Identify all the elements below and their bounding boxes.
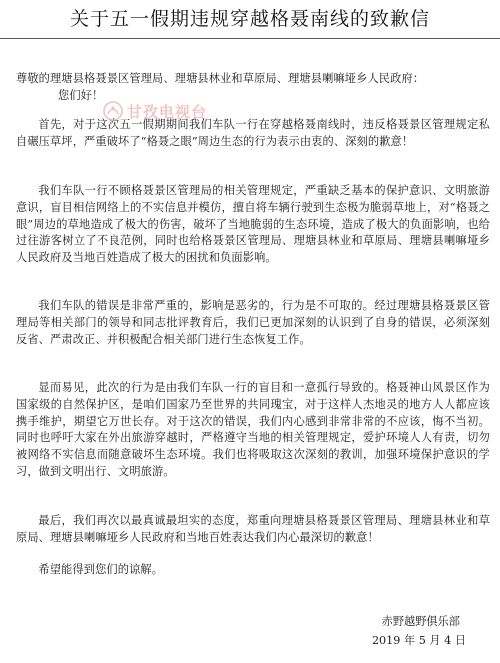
- greeting-line-2: [16, 88, 490, 105]
- paragraph-4: 显而易见，此次的行为是由我们车队一行的盲目和一意孤行导致的。格聂神山风景区作为国家级的自然保护区，是咱们国家乃至世界的共同瑰宝，对于这样人杰地灵的地方人人都应该携手维护，期望它万世长存。对于这次的错误，我们内心感到非常非常的不应该，悔不当初。同时也呼吁大家在外出旅游穿越时，严格遵守当地的相关管理规定，爱护环境人人有责，切勿被网络不实信息而随意破坏生态环境。我们也将吸取这次深刻的教训，加强环境保护意识的学习，做到文明出行、文明旅游。: [16, 381, 490, 478]
- paragraph-2: 我们车队一行不顾格聂景区管理局的相关管理规定，严重缺乏基本的保护意识、文明旅游意识，盲目相信网络上的不实信息并模仿，擅自将车辆行驶到生态极为脆弱草地上，对“格聂之眼”周边的草地造成了极大的伤害，破坏了当地脆弱的生态环境，造成了极大的负面影响，也给过往游客树立了不良范例，同时也给格聂景区管理局、理塘县林业和草原局、理塘县喇嘛垭乡人民政府及当地百姓造成了极大的困扰和负面影响。: [16, 184, 490, 265]
- page-title: 关于五一假期违规穿越格聂南线的致歉信: [69, 8, 430, 30]
- signature-date: 2019 年 5 月 4 日: [371, 634, 466, 647]
- paragraph-1: 首先，对于这次五一假期期间我们车队一行在穿越格聂南线时，违反格聂景区管理规定私自碾压草坪，严重破坏了“格聂之眼”周边生态的行为表示由衷的、深刻的歉意！: [16, 118, 490, 148]
- paragraph-6: 希望能得到您们的谅解。: [38, 563, 164, 576]
- greeting-hello: 您们好！: [58, 89, 104, 102]
- greeting-line: 尊敬的理塘县格聂景区管理局、理塘县林业和草原局、理塘县喇嘛垭乡人民政府：: [16, 72, 425, 85]
- paragraph-3: 我们车队的错误是非常严重的，影响是恶劣的，行为是不可取的。经过理塘县格聂景区管理局等相关部门的领导和同志批评教育后，我们已更加深刻的认识到了自身的错误，必须深刻反省、严肃改正、并积极配合相关部门进行生态恢复工作。: [16, 299, 490, 346]
- title-bar: [0, 0, 500, 39]
- watermark-text: 甘孜电视台: [127, 102, 208, 121]
- signature-organization: 赤野越野俱乐部: [381, 615, 460, 628]
- paragraph-5: 最后，我们再次以最真诚最坦实的态度，郑重向理塘县格聂景区管理局、理塘县林业和草原局、理塘县喇嘛垭乡人民政府和当地百姓表达我们内心最深切的歉意！: [16, 514, 490, 544]
